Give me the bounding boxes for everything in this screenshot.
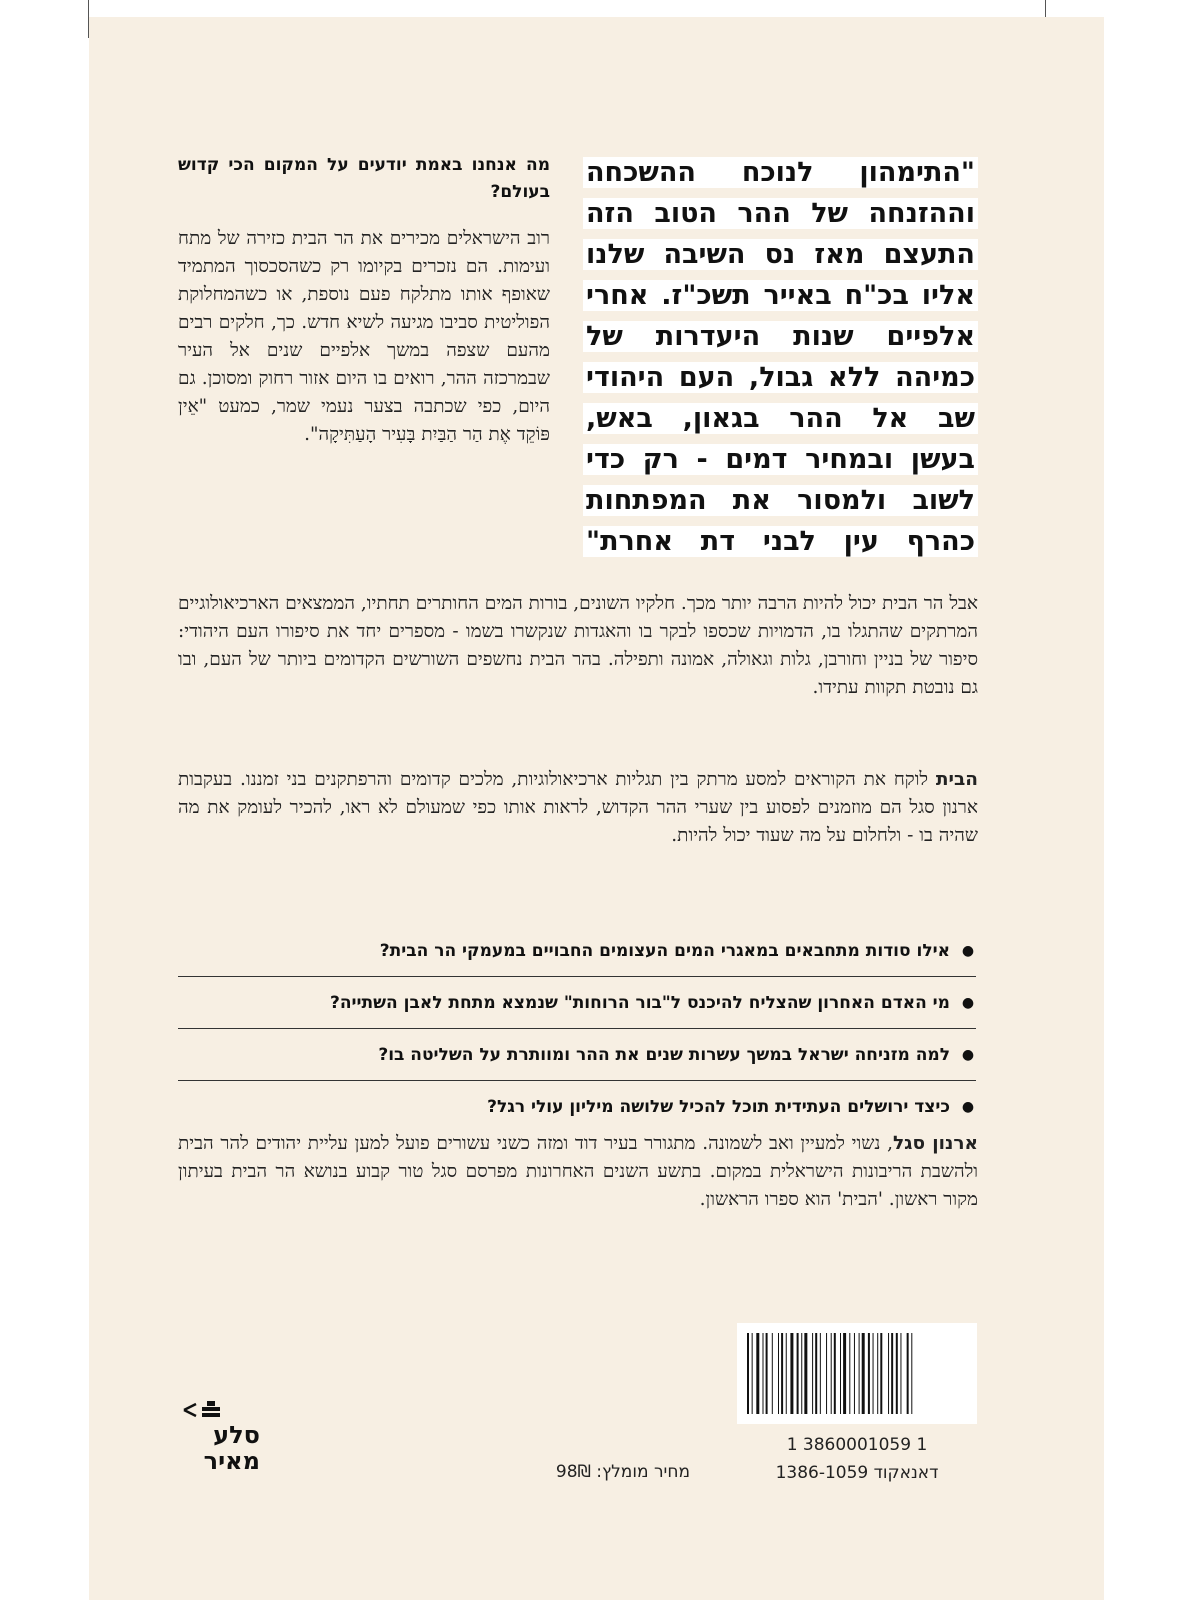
- book-summary-paragraph: [178, 766, 978, 850]
- quote-line: אלפיים שנות היעדרות של: [583, 316, 978, 357]
- book-summary-text: לוקח את הקוראים למסע מרתק בין תגליות ארכיאולוגיות, מלכים קדומים והרפתקנים בני זמננו. בעקבות ארנון סגל הם מוזמנים לפסוע בין שערי ההר הקדוש, לראות אותו כפי שמעולם לא ראו, להכיר לעומק את מה שהיה בו - ולחלום על מה שעוד יכול להיות.: [178, 769, 978, 846]
- barcode-number: 1 3860001059 1: [786, 1435, 928, 1455]
- quote-line: "התימהון לנוכח ההשכחה: [583, 152, 978, 193]
- bullet-icon: ●: [961, 942, 975, 959]
- quote-line: לשוב ולמסור את המפתחות: [583, 480, 978, 521]
- price-label: מחיר מומלץ: 98₪: [555, 1462, 690, 1482]
- quote-line: כהרף עין לבני דת אחרת": [583, 521, 978, 562]
- barcode: [737, 1323, 977, 1424]
- quote-line: התעצם מאז נס השיבה שלנו: [583, 234, 978, 275]
- quote-line: שב אל ההר בגאון, באש,: [583, 398, 978, 439]
- bullet-icon: ●: [961, 1098, 975, 1115]
- description-paragraph: אבל הר הבית יכול להיות הרבה יותר מכך. חלקיו השונים, בורות המים החותרים תחתיו, הממצאים הארכיאולוגיים המרתקים שהתגלו בו, הדמויות שכספו לבקר בו והאגדות שנקשרו בשמו - מספרים יחד את סיפורו העם היהודי: סיפור של בניין וחורבן, גלות וגאולה, אמונה ותפילה. בהר הבית נחשפים השורשים הקדומים ביותר של העם, ובו גם נובטת תקוות עתידו.: [178, 593, 978, 698]
- intro-column: [178, 152, 550, 449]
- barcode-label: דאנאקוד 1386-1059: [775, 1463, 939, 1483]
- bullet-icon: ●: [961, 1046, 975, 1063]
- quote-line: וההזנחה של ההר הטוב הזה: [583, 193, 978, 234]
- bullet-icon: ●: [961, 994, 975, 1011]
- intro-text: רוב הישראלים מכירים את הר הבית כזירה של מתח ועימות. הם נזכרים בקיומו רק כשהסכסוך המתמיד שאופף אותו מתלקח פעם נוספת, או כשהמחלוקת הפוליטית סביבו מגיעה לשיא חדש. כך, חלקים רבים מהעם שצפה במשך אלפיים שנים אל העיר שבמרכזה ההר, רואים בו היום אזור רחוק ומסוכן. גם היום, כפי שכתבה בצער נעמי שמר, כמעט "אֵין פּוֹקֵד אֶת הַר הַבַּיִת בָּעִיר הָעַתִּיקָה".: [178, 228, 550, 445]
- publisher-name-line1: סלע: [213, 1421, 260, 1449]
- barcode-bars: [747, 1333, 967, 1414]
- quote-line: כמיהה ללא גבול, העם היהודי: [583, 357, 978, 398]
- book-title: הבית: [935, 769, 978, 790]
- pull-quote: [583, 152, 978, 562]
- question-item: ● למה מזניחה ישראל במשך עשרות שנים את ההר ומוותרת על השליטה בו?: [178, 1029, 976, 1081]
- intro-heading: מה אנחנו באמת יודעים על המקום הכי קדוש בעולם?: [178, 155, 550, 202]
- publisher-name-line2: מאיר: [203, 1447, 260, 1475]
- quote-line: בעשן ובמחיר דמים - רק כדי: [583, 439, 978, 480]
- question-item: ● מי האדם האחרון שהצליח להיכנס ל"בור הרוחות" שנמצא מתחת לאבן השתייה?: [178, 977, 976, 1029]
- publisher-logo: [180, 1398, 260, 1480]
- question-item: ● כיצד ירושלים העתידית תוכל להכיל שלושה מיליון עולי רגל?: [487, 1096, 975, 1117]
- publisher-emblem-icon: [182, 1398, 222, 1420]
- question-item: ● אילו סודות מתחבאים במאגרי המים העצומים החבויים במעמקי הר הבית?: [178, 925, 976, 977]
- quote-line: אליו בכ"ח באייר תשכ"ז. אחרי: [583, 275, 978, 316]
- author-bio-text: , נשוי למעיין ואב לשמונה. מתגורר בעיר דוד ומזה כשני עשורים פועל למען עליית יהודים להר הבית ולהשבת הריבונות הישראלית במקום. בתשע השנים האחרונות מפרסם סגל טור קבוע בנושא הר הבית בעיתון מקור ראשון. 'הבית' הוא ספרו הראשון.: [178, 1133, 978, 1210]
- question-list: [178, 925, 976, 1132]
- author-bio: [178, 1130, 978, 1214]
- author-name: ארנון סגל: [892, 1133, 978, 1154]
